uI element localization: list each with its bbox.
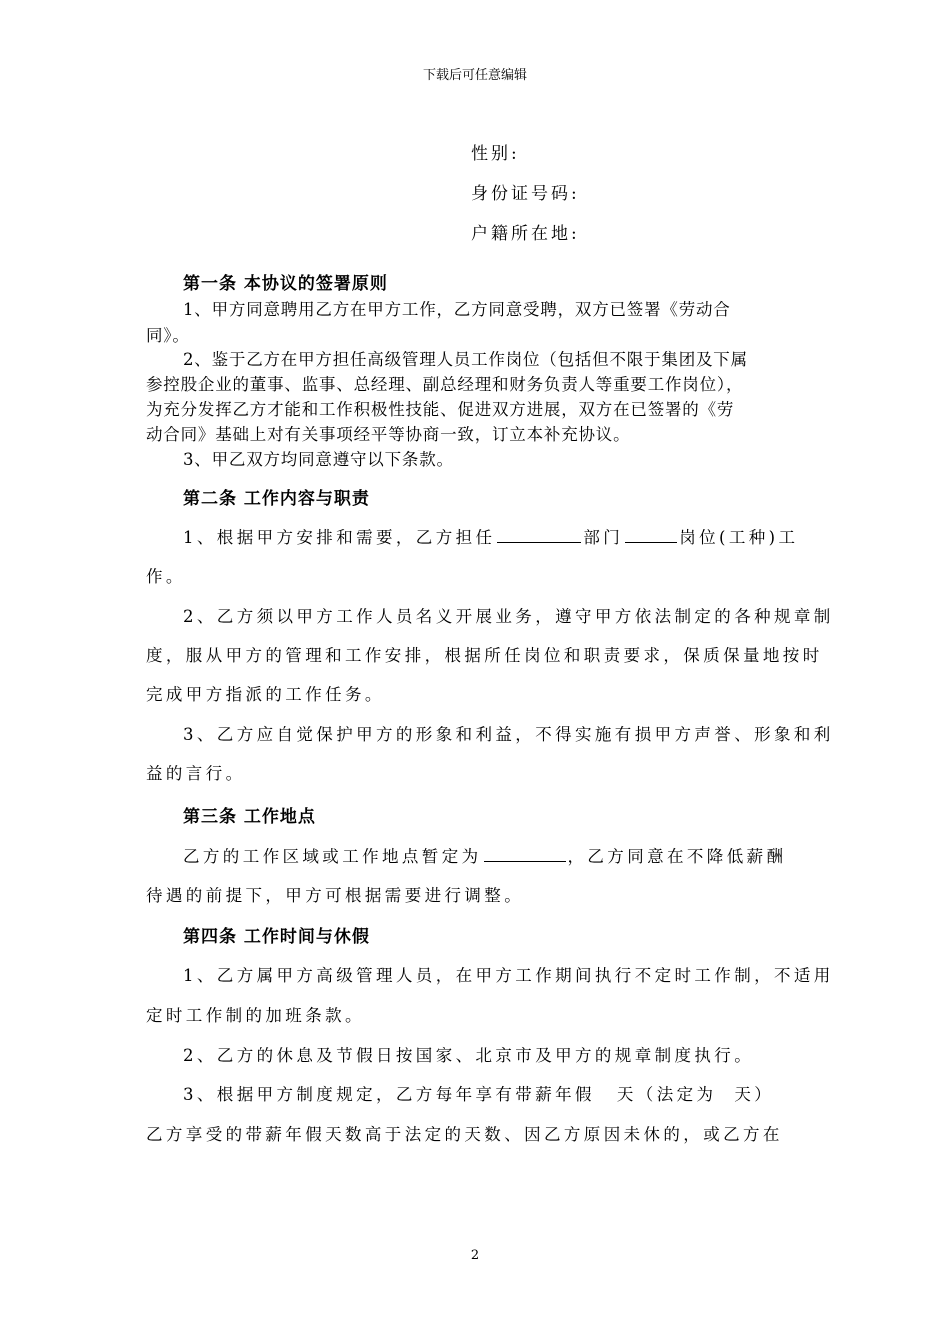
article-2-para-1-line-2: 作。 [146, 567, 186, 586]
article-4-para-3-text-b: 天（法定为 [616, 1085, 717, 1104]
article-2-para-1-text-a: 1、根据甲方安排和需要，乙方担任 [183, 528, 496, 547]
article-4-para-1-line-1: 1、乙方属甲方高级管理人员，在甲方工作期间执行不定时工作制，不适用 [183, 966, 834, 985]
article-3-title: 第三条 工作地点 [183, 807, 316, 827]
article-2-para-1-line-1 [183, 524, 798, 548]
article-4-para-1-line-2: 定时工作制的加班条款。 [146, 1006, 365, 1025]
article-1-para-2-line-2: 参控股企业的董事、监事、总经理、副总经理和财务负责人等重要工作岗位）， [146, 375, 744, 394]
article-4-para-2: 2、乙方的休息及节假日按国家、北京市及甲方的规章制度执行。 [183, 1046, 755, 1065]
article-3-text-a: 乙方的工作区域或工作地点暂定为 [183, 847, 482, 866]
position-blank [625, 524, 677, 543]
article-4-para-3-line-2: 乙方享受的带薪年假天数高于法定的天数、因乙方原因未休的，或乙方在 [146, 1125, 783, 1144]
page-header: 下载后可任意编辑 [422, 68, 527, 83]
article-4-title: 第四条 工作时间与休假 [183, 927, 370, 947]
article-1-para-3: 3、甲乙双方均同意遵守以下条款。 [183, 450, 454, 469]
article-4-para-3-text-c: 天） [734, 1085, 775, 1104]
page-number: 2 [470, 1248, 480, 1263]
article-3-line-2: 待遇的前提下，甲方可根据需要进行调整。 [146, 886, 525, 905]
article-2-para-1-text-b: 部门 [583, 528, 624, 547]
article-1-para-2-line-1: 2、鉴于乙方在甲方担任高级管理人员工作岗位（包括但不限于集团及下属 [183, 350, 748, 369]
article-2-para-1-text-c: 岗位(工种)工 [679, 528, 799, 547]
article-4-para-3-line-1 [183, 1081, 774, 1105]
article-1-title: 第一条 本协议的签署原则 [183, 274, 388, 294]
article-3-line-1 [183, 843, 786, 867]
department-blank [497, 524, 581, 543]
article-4-para-3-text-a: 3、根据甲方制度规定，乙方每年享有带薪年假 [183, 1085, 595, 1104]
article-1-para-2-line-4: 动合同》基础上对有关事项经平等协商一致，订立本补充协议。 [146, 425, 631, 444]
field-household-registration: 户籍所在地: [471, 224, 580, 244]
field-id-number: 身份证号码: [471, 184, 580, 204]
article-2-para-2-line-2: 度，服从甲方的管理和工作安排，根据所任岗位和职责要求，保质保量地按时 [146, 646, 823, 665]
work-location-blank [484, 843, 566, 862]
article-1-para-1-line-1: 1、甲方同意聘用乙方在甲方工作，乙方同意受聘，双方已签署《劳动合 [183, 300, 731, 319]
article-2-para-2-line-1: 2、乙方须以甲方工作人员名义开展业务，遵守甲方依法制定的各种规章制 [183, 607, 834, 626]
article-1-para-1-line-2: 同》。 [146, 326, 190, 345]
article-2-para-3-line-1: 3、乙方应自觉保护甲方的形象和利益，不得实施有损甲方声誉、形象和利 [183, 725, 834, 744]
article-2-para-2-line-3: 完成甲方指派的工作任务。 [146, 685, 385, 704]
article-2-para-3-line-2: 益的言行。 [146, 764, 246, 783]
article-2-title: 第二条 工作内容与职责 [183, 489, 370, 509]
article-3-text-b: ，乙方同意在不降低薪酬 [567, 847, 787, 866]
field-gender: 性别: [471, 144, 520, 164]
article-1-para-2-line-3: 为充分发挥乙方才能和工作积极性技能、促进双方进展，双方在已签署的《劳 [146, 400, 735, 419]
